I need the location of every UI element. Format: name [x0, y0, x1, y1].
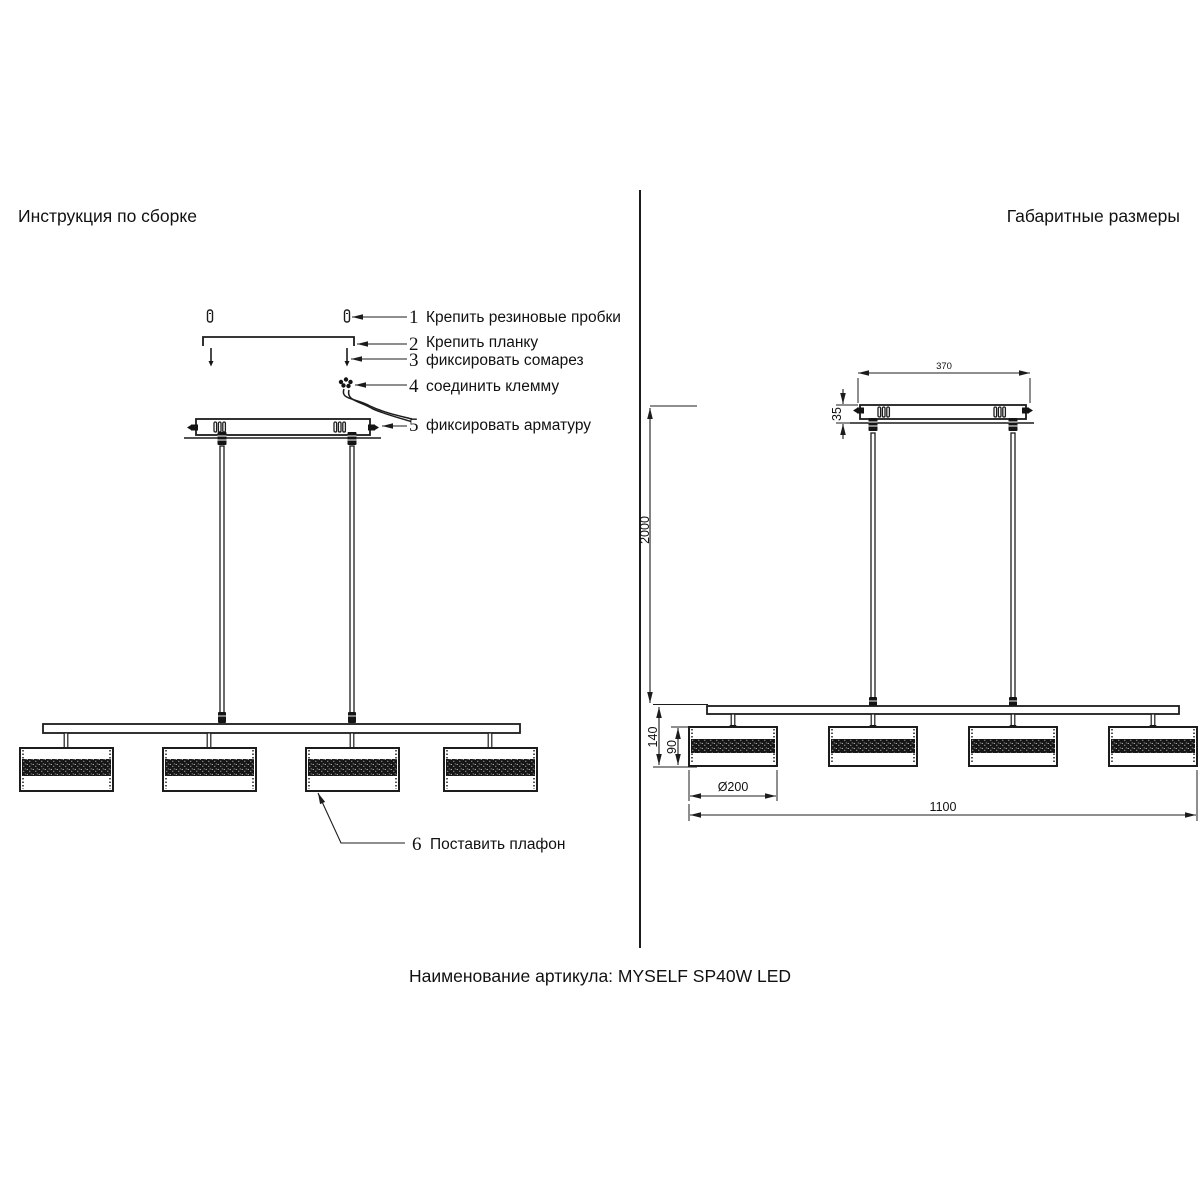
lampshade-1 [689, 727, 777, 766]
canopy [850, 405, 1034, 431]
instruction-4-label: соединить клемму [426, 378, 560, 395]
rod-connector [348, 712, 356, 723]
lampshade-4 [444, 748, 537, 791]
instruction-4-number: 4 [409, 376, 419, 397]
instruction-1-label: Крепить резиновые пробки [426, 309, 621, 326]
suspension-rod [871, 433, 875, 699]
dim-200-label: Ø200 [717, 780, 749, 794]
instruction-3-label: фиксировать сомарез [426, 352, 584, 369]
instruction-3-number: 3 [409, 350, 419, 371]
instruction-5-label: фиксировать арматуру [426, 417, 592, 434]
instruction-6-number: 6 [412, 834, 422, 855]
left-panel-title: Инструкция по сборке [18, 206, 197, 226]
dim-90-label: 90 [665, 740, 679, 754]
instruction-1-number: 1 [409, 307, 419, 328]
lampshade-4 [1109, 727, 1197, 766]
instruction-2-label: Крепить планку [426, 334, 539, 351]
assembly-diagram [20, 307, 621, 855]
instruction-5-number: 5 [409, 415, 419, 436]
dimension-canopy-width [858, 361, 1030, 403]
instruction-6-label: Поставить плафон [430, 836, 566, 853]
screw-icon [209, 348, 350, 367]
fixture-bar [43, 724, 520, 733]
instruction-2-number: 2 [409, 334, 419, 355]
canopy [184, 419, 381, 445]
dim-140-label: 140 [646, 726, 660, 748]
terminal-wire [339, 377, 412, 421]
suspension-rod [1011, 433, 1015, 699]
dim-370-label: 370 [936, 361, 952, 372]
dim-35-label: 35 [830, 407, 844, 421]
dimension-canopy-height [830, 389, 858, 439]
dimensions-diagram [638, 361, 1197, 821]
rod-connector [218, 712, 226, 723]
leader-line-6 [318, 793, 405, 843]
dimension-shade-height [665, 727, 691, 765]
lampshade-1 [20, 748, 113, 791]
dimension-shade-diameter [689, 770, 777, 801]
lampshade-2 [163, 748, 256, 791]
right-panel-title: Габаритные размеры [1006, 206, 1180, 226]
mounting-strip [203, 337, 354, 346]
lampshade-3 [969, 727, 1057, 766]
rubber-plug-icon [208, 310, 350, 322]
fixture-bar [707, 706, 1179, 714]
suspension-rod [350, 446, 354, 714]
suspension-rod [220, 446, 224, 714]
lampshade-3 [306, 748, 399, 791]
lampshade-2 [829, 727, 917, 766]
article-name-label: Наименование артикула: MYSELF SP40W LED [408, 966, 792, 986]
dim-1100-label: 1100 [929, 800, 957, 814]
dimension-suspension-height [638, 406, 697, 703]
dim-2000-label: 2000 [638, 516, 652, 544]
